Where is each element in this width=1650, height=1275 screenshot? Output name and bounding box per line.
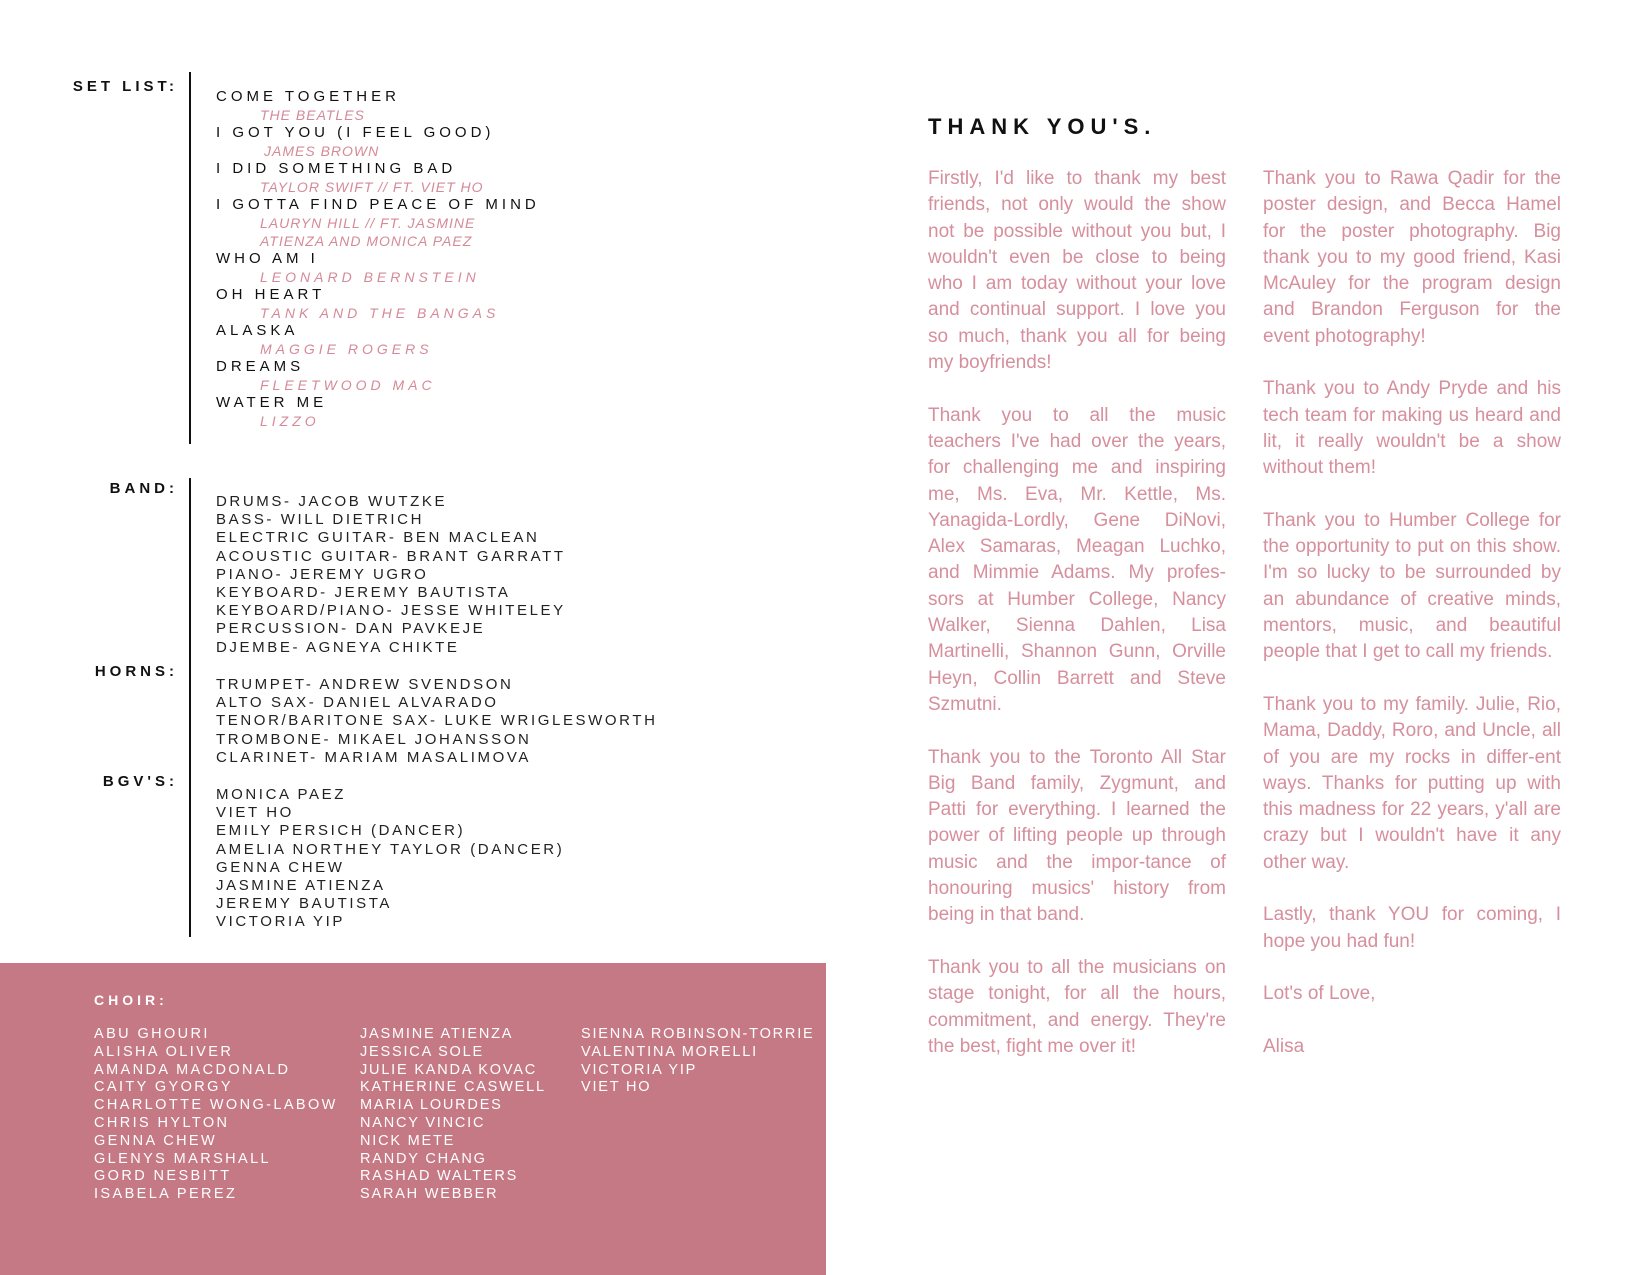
choir-member: NICK METE bbox=[360, 1132, 456, 1149]
horn-member: ALTO SAX- DANIEL ALVARADO bbox=[216, 694, 499, 712]
signature-name: Alisa bbox=[1263, 1035, 1305, 1057]
choir-member: KATHERINE CASWELL bbox=[360, 1079, 546, 1096]
choir-column-2 bbox=[360, 1026, 546, 1204]
horns-list bbox=[216, 676, 658, 767]
setlist-item bbox=[216, 88, 776, 124]
choir-member: JASMINE ATIENZA bbox=[360, 1026, 514, 1042]
bgv-member: JASMINE ATIENZA bbox=[216, 877, 386, 895]
choir-member: NANCY VINCIC bbox=[360, 1114, 486, 1131]
choir-member: GLENYS MARSHALL bbox=[94, 1150, 272, 1167]
band-member: PIANO- JEREMY UGRO bbox=[216, 565, 429, 583]
setlist-label: SET LIST: bbox=[72, 78, 178, 95]
thank-you-paragraph: Thank you to all the musicians on stage tonight, for all the hours, commitment, and energy. They're the best, fight me over it! bbox=[928, 956, 1226, 1057]
choir-member: JESSICA SOLE bbox=[360, 1043, 484, 1060]
thank-you-column-left bbox=[928, 166, 1226, 1086]
band-member: KEYBOARD/PIANO- JESSE WHITELEY bbox=[216, 602, 566, 620]
thank-you-paragraph: Thank you to Andy Pryde and his tech team for making us heard and lit, it really wouldn't be a show without them! bbox=[1263, 378, 1561, 479]
setlist-item bbox=[216, 286, 776, 322]
setlist-item bbox=[216, 196, 776, 250]
thank-you-paragraph: Thank you to all the music teachers I've had over the years, for challenging me and inspiring me, Ms. Eva, Mr. Kettle, Ms. Yanagida-Lordly, Gene DiNovi, Alex Samaras, Meagan Luchko, and Mimmie Adams. My profes-sors at Humber College, Nancy Walker, Sienna Dahlen, Lisa Martinelli, Shannon Gunn, Orville Heyn, Collin Barrett and Steve Szmutni. bbox=[928, 404, 1226, 715]
choir-member: CHRIS HYLTON bbox=[94, 1114, 230, 1131]
song-title: COME TOGETHER bbox=[216, 88, 400, 105]
setlist-item bbox=[216, 160, 776, 196]
thank-you-paragraph: Firstly, I'd like to thank my best friends, not only would the show not be possible without you but, I wouldn't even be close to being who I am today without your love and continual support. I love you so much, thank you all for being my boyfriends! bbox=[928, 168, 1226, 374]
choir-member: VICTORIA YIP bbox=[581, 1061, 698, 1078]
choir-member: ISABELA PEREZ bbox=[94, 1186, 238, 1203]
bgv-member: GENNA CHEW bbox=[216, 858, 345, 876]
band-label: BAND: bbox=[109, 480, 178, 497]
song-title: I GOTTA FIND PEACE OF MIND bbox=[216, 196, 540, 213]
choir-member: ALISHA OLIVER bbox=[94, 1043, 234, 1060]
band-member: DJEMBE- AGNEYA CHIKTE bbox=[216, 638, 460, 656]
choir-member: VALENTINA MORELLI bbox=[581, 1043, 758, 1060]
choir-column-1 bbox=[94, 1026, 338, 1204]
song-artist: LEONARD BERNSTEIN bbox=[260, 269, 480, 285]
song-artist: THE BEATLES bbox=[260, 107, 365, 123]
band-member: ELECTRIC GUITAR- BEN MACLEAN bbox=[216, 529, 540, 547]
choir-member: RANDY CHANG bbox=[360, 1150, 487, 1167]
thank-you-column-right bbox=[1263, 166, 1561, 1086]
setlist-item bbox=[216, 322, 776, 358]
band-member: DRUMS- JACOB WUTZKE bbox=[216, 493, 448, 510]
choir-member: SARAH WEBBER bbox=[360, 1186, 499, 1203]
thank-you-paragraph: Thank you to Humber College for the opportunity to put on this show. I'm so lucky to be surrounded by an abundance of creative minds, mentors, music, and beautiful people that I get to call my friends. bbox=[1263, 509, 1561, 663]
bgv-member: EMILY PERSICH (DANCER) bbox=[216, 822, 466, 840]
song-artist: JAMES BROWN bbox=[264, 143, 380, 159]
song-artist: TANK AND THE BANGAS bbox=[260, 305, 500, 321]
setlist bbox=[216, 88, 776, 430]
setlist-divider bbox=[189, 72, 191, 444]
choir-member: AMANDA MACDONALD bbox=[94, 1061, 291, 1078]
choir-label: CHOIR: bbox=[94, 992, 168, 1008]
bgvs-label: BGV'S: bbox=[102, 773, 178, 790]
band-member: KEYBOARD- JEREMY BAUTISTA bbox=[216, 584, 511, 602]
bgv-member: AMELIA NORTHEY TAYLOR (DANCER) bbox=[216, 840, 565, 858]
band-member: ACOUSTIC GUITAR- BRANT GARRATT bbox=[216, 547, 566, 565]
song-artist: ATIENZA AND MONICA PAEZ bbox=[260, 233, 473, 249]
choir-member: CAITY GYORGY bbox=[94, 1079, 233, 1096]
thank-you-paragraph: Thank you to Rawa Qadir for the poster design, and Becca Hamel for the poster photography. Big thank you to my good friend, Kasi McAuley for the program design and Brandon Ferguson for the event photography! bbox=[1263, 168, 1561, 347]
song-artist: LAURYN HILL // FT. JASMINE bbox=[260, 215, 476, 231]
choir-member: MARIA LOURDES bbox=[360, 1097, 503, 1114]
band-member: BASS- WILL DIETRICH bbox=[216, 511, 425, 529]
horns-label: HORNS: bbox=[94, 663, 178, 680]
bgv-member: VICTORIA YIP bbox=[216, 913, 346, 931]
song-artist: FLEETWOOD MAC bbox=[260, 377, 436, 393]
setlist-item bbox=[216, 358, 776, 394]
thank-you-title: THANK YOU'S. bbox=[928, 114, 1157, 139]
horn-member: TENOR/BARITONE SAX- LUKE WRIGLESWORTH bbox=[216, 712, 658, 730]
choir-member: RASHAD WALTERS bbox=[360, 1168, 519, 1185]
thank-you-paragraph: Thank you to my family. Julie, Rio, Mama, Daddy, Roro, and Uncle, all of you are my rocks in differ-ent ways. Thanks for putting up with this madness for 22 years, y'all are crazy but I wouldn't have it any other way. bbox=[1263, 693, 1561, 873]
song-title: OH HEART bbox=[216, 286, 326, 303]
choir-member: CHARLOTTE WONG-LABOW bbox=[94, 1097, 338, 1114]
bgv-member: JEREMY BAUTISTA bbox=[216, 895, 392, 913]
bgvs-list bbox=[216, 786, 564, 932]
choir-member: JULIE KANDA KOVAC bbox=[360, 1061, 537, 1078]
choir-member: ABU GHOURI bbox=[94, 1026, 210, 1042]
song-title: I GOT YOU (I FEEL GOOD) bbox=[216, 124, 495, 141]
thank-you-paragraph: Thank you to the Toronto All Star Big Band family, Zygmunt, and Patti for everything. I learned the power of lifting people up through music and the impor-tance of honouring musics' history from being in that band. bbox=[928, 746, 1226, 926]
sign-off: Lot's of Love, bbox=[1263, 983, 1376, 1005]
song-artist: MAGGIE ROGERS bbox=[260, 341, 433, 357]
band-member: PERCUSSION- DAN PAVKEJE bbox=[216, 620, 486, 638]
choir-member: GENNA CHEW bbox=[94, 1132, 218, 1149]
setlist-item bbox=[216, 124, 776, 160]
bgv-member: MONICA PAEZ bbox=[216, 786, 347, 803]
choir-member: GORD NESBITT bbox=[94, 1168, 232, 1185]
song-title: WATER ME bbox=[216, 394, 328, 411]
horn-member: TRUMPET- ANDREW SVENDSON bbox=[216, 676, 514, 693]
personnel-divider bbox=[189, 478, 191, 937]
song-title: DREAMS bbox=[216, 358, 305, 375]
choir-member: SIENNA ROBINSON-TORRIE bbox=[581, 1026, 815, 1042]
song-artist: LIZZO bbox=[260, 413, 320, 429]
choir-column-3 bbox=[581, 1026, 815, 1097]
horn-member: TROMBONE- MIKAEL JOHANSSON bbox=[216, 730, 532, 748]
song-title: ALASKA bbox=[216, 322, 299, 339]
band-list bbox=[216, 493, 566, 657]
choir-member: VIET HO bbox=[581, 1079, 652, 1096]
horn-member: CLARINET- MARIAM MASALIMOVA bbox=[216, 748, 531, 766]
setlist-item bbox=[216, 394, 776, 430]
thank-you-paragraph: Lastly, thank YOU for coming, I hope you had fun! bbox=[1263, 904, 1561, 952]
setlist-item bbox=[216, 250, 776, 286]
song-title: I DID SOMETHING BAD bbox=[216, 160, 457, 177]
song-artist: TAYLOR SWIFT // FT. VIET HO bbox=[260, 179, 484, 195]
bgv-member: VIET HO bbox=[216, 804, 294, 822]
song-title: WHO AM I bbox=[216, 250, 319, 267]
